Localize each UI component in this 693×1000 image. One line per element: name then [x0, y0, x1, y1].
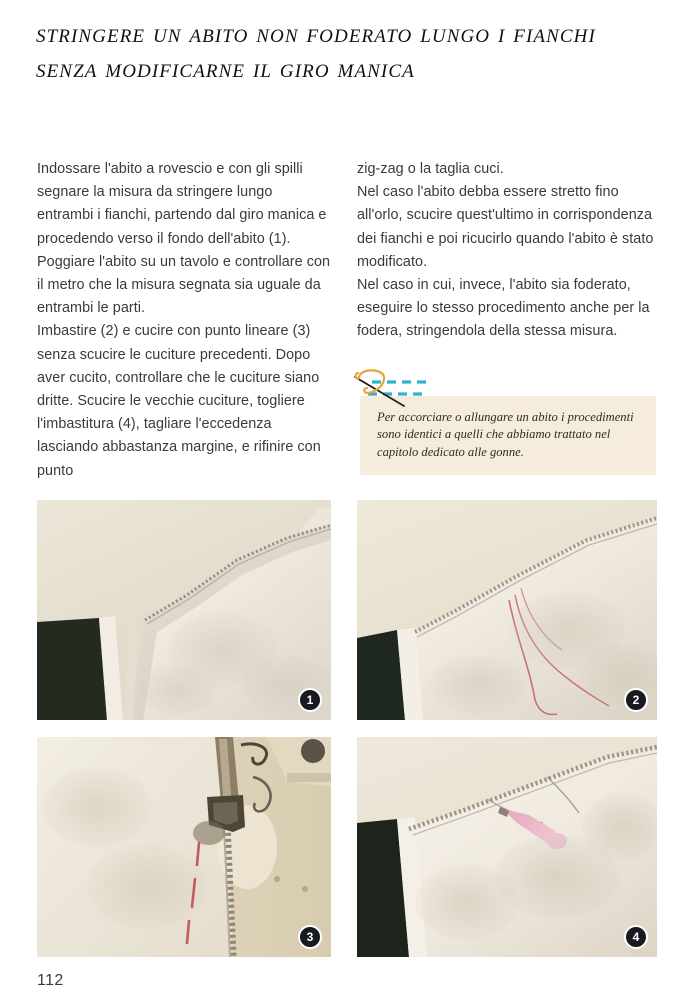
photo-step-badge: 2: [624, 688, 648, 712]
body-text-column-right: [357, 158, 657, 344]
photo-step-badge: 3: [298, 925, 322, 949]
body-paragraph: Nel caso in cui, invece, l'abito sia foderato, eseguire lo stesso procedimento anche per la fodera, stringendola della stessa misura.: [357, 277, 650, 340]
tip-text: Per accorciare o allungare un abito i procedimenti sono identici a quelli che abbiamo trattato nel capitolo dedicato alle gonne.: [377, 410, 634, 459]
body-paragraph: Imbastire (2) e cucire con punto lineare (3) senza scucire le cuciture precedenti. Dopo aver cucito, controllare che le cuciture siano dritte. Scucire le vecchie cuciture, togliere l'imbastitura (4), tagliare l'eccedenza lasciando abbastanza margine, e rifinire con punto: [37, 323, 321, 479]
photo-step-3-image: [37, 737, 331, 957]
body-paragraphs-left: [37, 158, 331, 483]
photo-step-2-image: [357, 500, 657, 720]
photo-step-badge: 1: [298, 688, 322, 712]
tip-box: [360, 396, 656, 475]
page-title: stringere un abito non foderato lungo i fianchi senza modificarne il giro manica: [36, 18, 596, 83]
photo-step-4-image: [357, 737, 657, 957]
body-text-column-left: [37, 158, 331, 483]
body-paragraph: zig-zag o la taglia cuci.: [357, 161, 504, 177]
body-paragraphs-right: [357, 158, 657, 344]
photo-step-3: [37, 737, 331, 957]
body-paragraph: Indossare l'abito a rovescio e con gli spilli segnare la misura da stringere lungo entrambi i fianchi, partendo dal giro manica e procedendo verso il fondo dell'abito (1). Poggiare l'abito su un tavolo e controllare con il metro che la misura segnata sia uguale da entrambi le parti.: [37, 161, 331, 317]
photo-step-badge: 4: [624, 925, 648, 949]
body-paragraph: Nel caso l'abito debba essere stretto fino all'orlo, scucire quest'ultimo in corrispondenza dei fianchi e poi ricucirlo quando l'abito è stato modificato.: [357, 184, 654, 270]
photo-step-2: [357, 500, 657, 720]
photo-step-4: [357, 737, 657, 957]
page-number: 112: [37, 972, 64, 989]
photo-step-1: [37, 500, 331, 720]
photo-step-1-image: [37, 500, 331, 720]
